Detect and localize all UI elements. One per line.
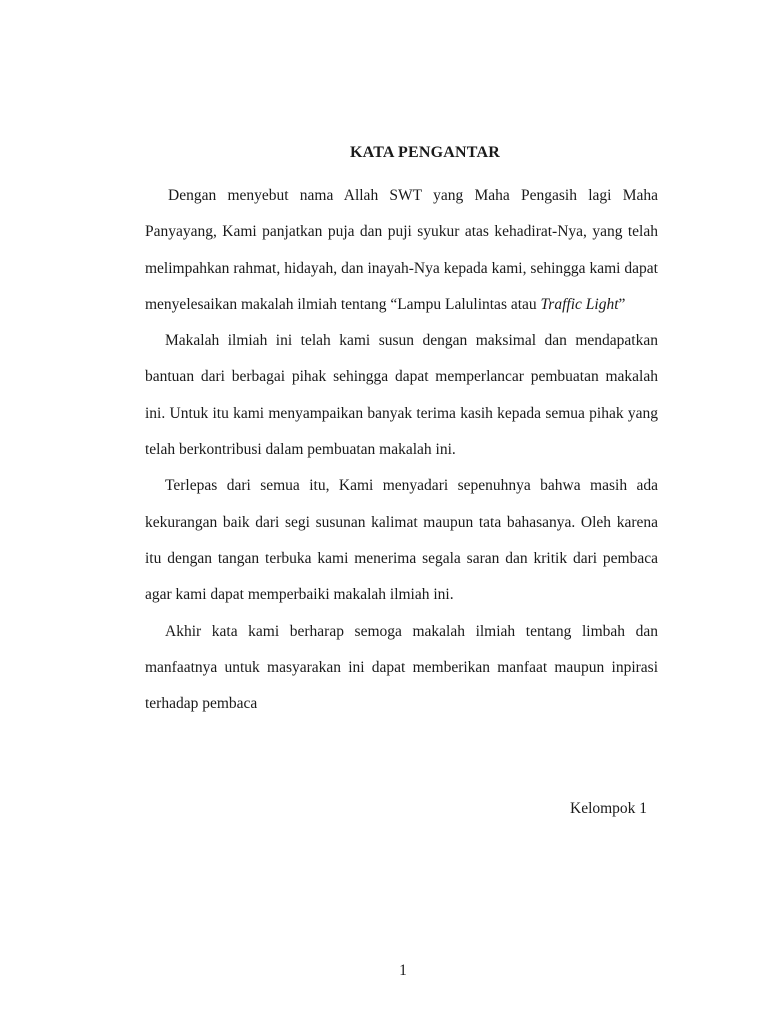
- paragraph-1: [145, 178, 658, 323]
- paragraph-1-emphasis: Traffic Light: [540, 295, 619, 313]
- signature: Kelompok 1: [570, 800, 648, 817]
- paragraph-1-text: Dengan menyebut nama Allah SWT yang Maha Pengasih lagi Maha Panyayang, Kami panjatkan puja dan puji syukur atas kehadirat-Nya, yang telah melimpahkan rahmat, hidayah, dan inayah-Nya kepada kami, sehingga kami dapat menyelesaikan makalah ilmiah tentang “Lampu Lalulintas atau: [145, 187, 658, 313]
- paragraph-3: Terlepas dari semua itu, Kami menyadari sepenuhnya bahwa masih ada kekurangan baik dari segi susunan kalimat maupun tata bahasanya. Oleh karena itu dengan tangan terbuka kami menerima segala saran dan kritik dari pembaca agar kami dapat memperbaiki makalah ilmiah ini.: [145, 477, 658, 604]
- paragraph-1-closing: ”: [618, 295, 626, 313]
- paragraph-4: Akhir kata kami berharap semoga makalah ilmiah tentang limbah dan manfaatnya untuk masyarakan ini dapat memberikan manfaat maupun inpirasi terhadap pembaca: [145, 622, 658, 713]
- page-title: KATA PENGANTAR: [350, 144, 500, 161]
- document-body: [145, 178, 658, 722]
- paragraph-2: Makalah ilmiah ini telah kami susun dengan maksimal dan mendapatkan bantuan dari berbagai pihak sehingga dapat memperlancar pembuatan makalah ini. Untuk itu kami menyampaikan banyak terima kasih kepada semua pihak yang telah berkontribusi dalam pembuatan makalah ini.: [145, 332, 658, 459]
- page-number: 1: [399, 962, 407, 979]
